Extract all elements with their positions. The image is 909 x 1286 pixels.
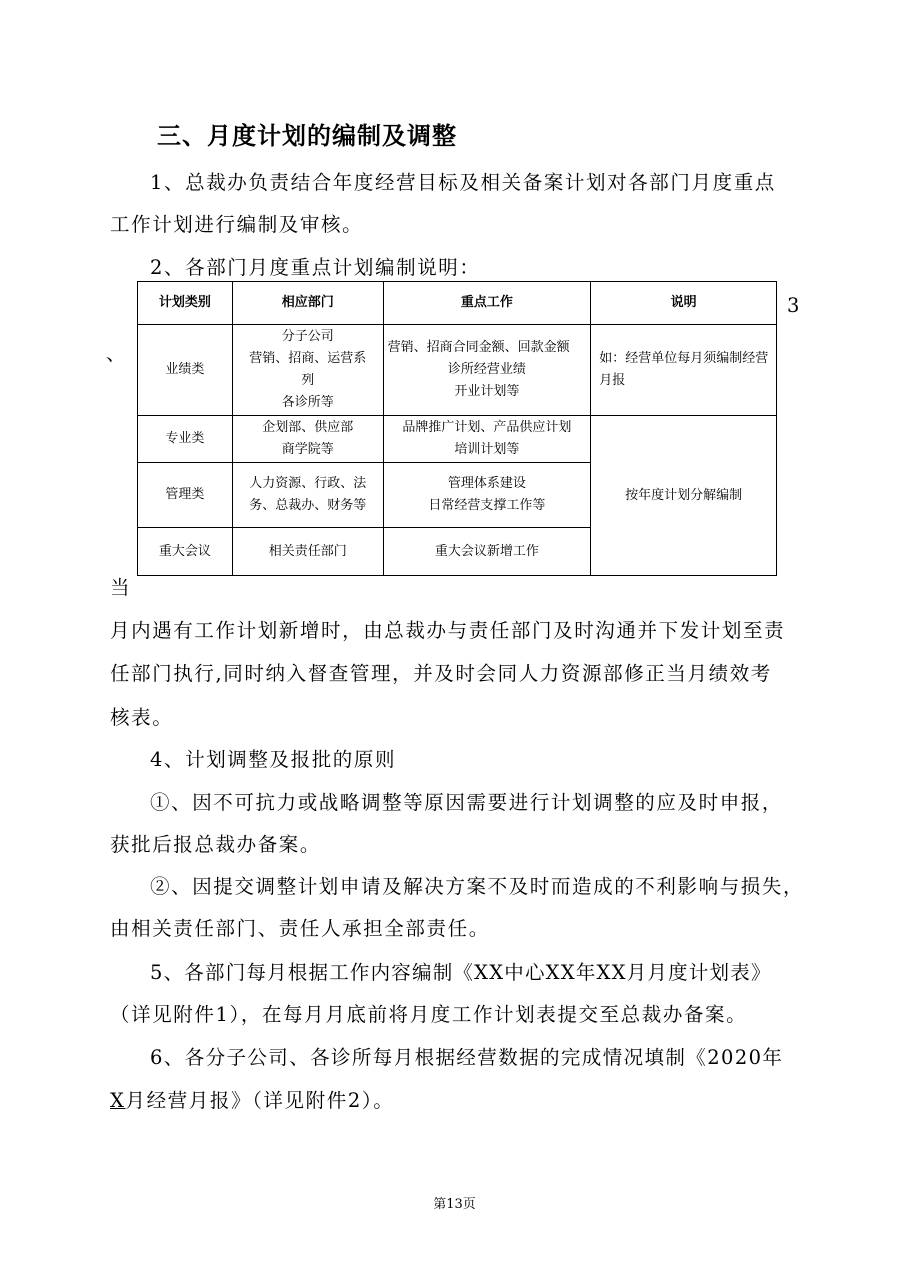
row-work-part-a: 营销、招商合同金额、回款金额 (387, 340, 570, 355)
stray-dang: 当 (110, 576, 132, 599)
table-header-row (138, 282, 777, 325)
row-category: 专业类 (138, 416, 233, 463)
row-note: 如：经营单位每月须编制经营月报 (591, 325, 777, 416)
row-work: 管理体系建设 日常经营支撑工作等 (383, 463, 591, 528)
page-number: 第13页 (433, 1197, 476, 1212)
row-dept: 人力资源、行政、法 务、总裁办、财务等 (232, 463, 383, 528)
paragraph-4a-line-1: ①、因不可抗力或战略调整等原因需要进行计划调整的应及时申报， (150, 791, 784, 814)
stray-number-3: 3 (787, 294, 802, 317)
header-category: 计划类别 (138, 282, 233, 325)
header-work: 重点工作 (383, 282, 591, 325)
row-category: 重大会议 (138, 528, 233, 576)
plan-table (137, 281, 777, 576)
paragraph-3-line-1: 月内遇有工作计划新增时，由总裁办与责任部门及时沟通并下发计划至责 (110, 619, 786, 642)
header-dept: 相应部门 (232, 282, 383, 325)
row-dept: 相关责任部门 (232, 528, 383, 576)
paragraph-6-line-2 (110, 1085, 394, 1113)
paragraph-3-line-3: 核表。 (110, 706, 174, 729)
row-work-part-b: 诊所经营业绩 开业计划等 (447, 362, 526, 399)
row-category: 业绩类 (138, 325, 233, 416)
header-note: 说明 (591, 282, 777, 325)
section-heading: 三、月度计划的编制及调整 (157, 121, 457, 150)
paragraph-4b-line-1: ②、因提交调整计划申请及解决方案不及时而造成的不利影响与损失， (150, 875, 805, 898)
stray-comma: 、 (106, 342, 128, 365)
paragraph-3-line-2: 任部门执行,同时纳入督查管理，并及时会同人力资源部修正当月绩效考 (110, 662, 772, 685)
row-dept: 分子公司 营销、招商、运营系 列 各诊所等 (232, 325, 383, 416)
paragraph-2: 2、各部门月度重点计划编制说明： (150, 256, 481, 279)
table-row (138, 325, 777, 416)
underlined-x: X (110, 1089, 126, 1112)
paragraph-6-line-1: 6、各分子公司、各诊所每月根据经营数据的完成情况填制《2020年 (150, 1046, 784, 1069)
row-work: 品牌推广计划、产品供应计划 培训计划等 (383, 416, 591, 463)
row-work: 重大会议新增工作 (383, 528, 591, 576)
row-category: 管理类 (138, 463, 233, 528)
paragraph-5-line-2: （详见附件1），在每月月底前将月度工作计划表提交至总裁办备案。 (110, 1003, 748, 1026)
paragraph-1-line-1: 1、总裁办负责结合年度经营目标及相关备案计划对各部门月度重点 (150, 171, 776, 194)
paragraph-1-line-2: 工作计划进行编制及审核。 (110, 213, 364, 236)
paragraph-6-line-2-rest: 月经营月报》（详见附件2）。 (125, 1089, 395, 1112)
row-work (383, 325, 591, 416)
paragraph-5-line-1: 5、各部门每月根据工作内容编制《XX中心XX年XX月月度计划表》 (150, 961, 772, 984)
paragraph-4: 4、计划调整及报批的原则 (150, 748, 397, 771)
row-note-merged: 按年度计划分解编制 (591, 416, 777, 576)
row-dept: 企划部、供应部 商学院等 (232, 416, 383, 463)
paragraph-4a-line-2: 获批后报总裁办备案。 (110, 833, 322, 856)
table-row (138, 416, 777, 463)
paragraph-4b-line-2: 由相关责任部门、责任人承担全部责任。 (110, 917, 490, 940)
